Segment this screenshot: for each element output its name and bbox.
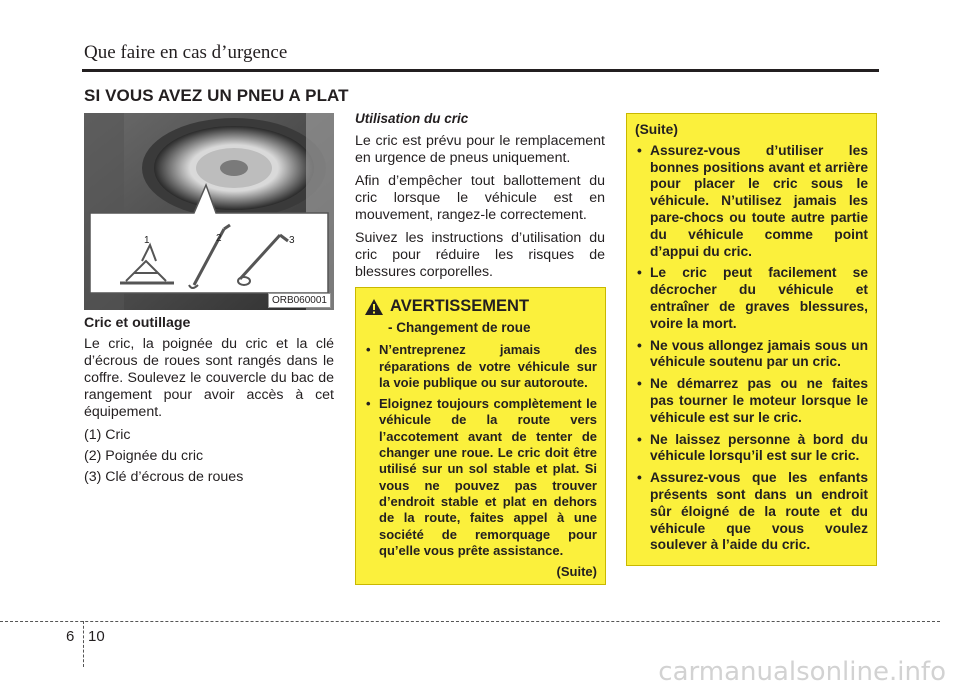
continued-bullet-4: • Ne démarrez pas ou ne faites pas tourner le moteur lorsque le véhicule est sur le cric.	[635, 376, 868, 426]
jack-use-paragraph-1: Le cric est prévu pour le remplacement en urgence de pneus uniquement.	[355, 133, 605, 166]
jack-use-paragraph-3: Suivez les instructions d’utilisation du cric pour réduire les risques de blessures corporelles.	[355, 230, 605, 280]
callout-3: 3	[289, 235, 295, 246]
warning-continued: (Suite)	[556, 564, 597, 580]
jack-tools-paragraph: Le cric, la poignée du cric et la clé d’écrous de roues sont rangés dans le coffre. Soulevez le couvercle du bac de rangement pour avoir accès à cet équipement.	[84, 336, 334, 420]
chapter-number: 6	[66, 628, 75, 645]
warning-subtitle: - Changement de roue	[388, 320, 531, 335]
jack-tools-heading: Cric et outillage	[84, 315, 191, 331]
tool-item-handle: (2) Poignée du cric	[84, 448, 204, 464]
warning-box	[355, 287, 606, 585]
jack-use-heading: Utilisation du cric	[355, 111, 469, 126]
section-title: SI VOUS AVEZ UN PNEU A PLAT	[84, 86, 349, 105]
continued-warning-box	[626, 113, 877, 566]
continued-bullet-1: • Assurez-vous d’utiliser les bonnes positions avant et arrière pour placer le cric sous le véhicule. N’utilisez jamais les pare-chocs ou toute autre partie du véhicule comme point d’appui du cric.	[635, 143, 868, 261]
tool-item-wrench: (3) Clé d’écrous de roues	[84, 469, 244, 485]
callout-2: 2	[216, 233, 222, 244]
left-column	[84, 315, 334, 490]
trunk-photo	[84, 113, 334, 310]
continued-bullet-5: • Ne laissez personne à bord du véhicule lorsqu’il est sur le cric.	[635, 432, 868, 466]
continued-bullet-3: • Ne vous allongez jamais sous un véhicule soutenu par un cric.	[635, 338, 868, 372]
watermark: carmanualsonline.info	[658, 657, 946, 687]
warning-triangle-icon	[364, 298, 384, 316]
footer-rule	[0, 621, 940, 622]
continued-bullet-6: • Assurez-vous que les enfants présents sont dans un endroit sûr éloigné de la route et du véhicule que vous voulez soulever à l’aide du cric.	[635, 470, 868, 554]
warning-bullet-1: • N’entreprenez jamais des réparations de votre véhicule sur la voie publique ou sur autoroute.	[364, 342, 597, 391]
warning-bullet-2: • Eloignez toujours complètement le véhicule de la route vers l’accotement avant de tenter de changer une roue. Le cric doit être utilisé sur un sol stable et plat. Si vous ne pouvez pas trouver d’endroit stable et plat en dehors de la route, faites appel à une société de remorquage pour qu’elle vous prête assistance.	[364, 396, 597, 559]
page-number: 10	[88, 628, 105, 645]
continued-label: (Suite)	[635, 122, 678, 137]
figure-caption: ORB060001	[268, 293, 331, 308]
page-header-title: Que faire en cas d’urgence	[84, 42, 288, 63]
jack-use-paragraph-2: Afin d’empêcher tout ballottement du cric lorsque le véhicule est en mouvement, rangez-le correctement.	[355, 173, 605, 223]
middle-column	[355, 110, 605, 287]
continued-bullet-2: • Le cric peut facilement se décrocher du véhicule et entraîner de graves blessures, voire la mort.	[635, 265, 868, 332]
spare-tire-illustration	[84, 113, 334, 310]
callout-1: 1	[144, 235, 150, 246]
warning-title: AVERTISSEMENT	[390, 297, 530, 315]
footer-divider	[83, 621, 84, 667]
tool-item-jack: (1) Cric	[84, 427, 131, 443]
header-rule	[82, 69, 879, 72]
